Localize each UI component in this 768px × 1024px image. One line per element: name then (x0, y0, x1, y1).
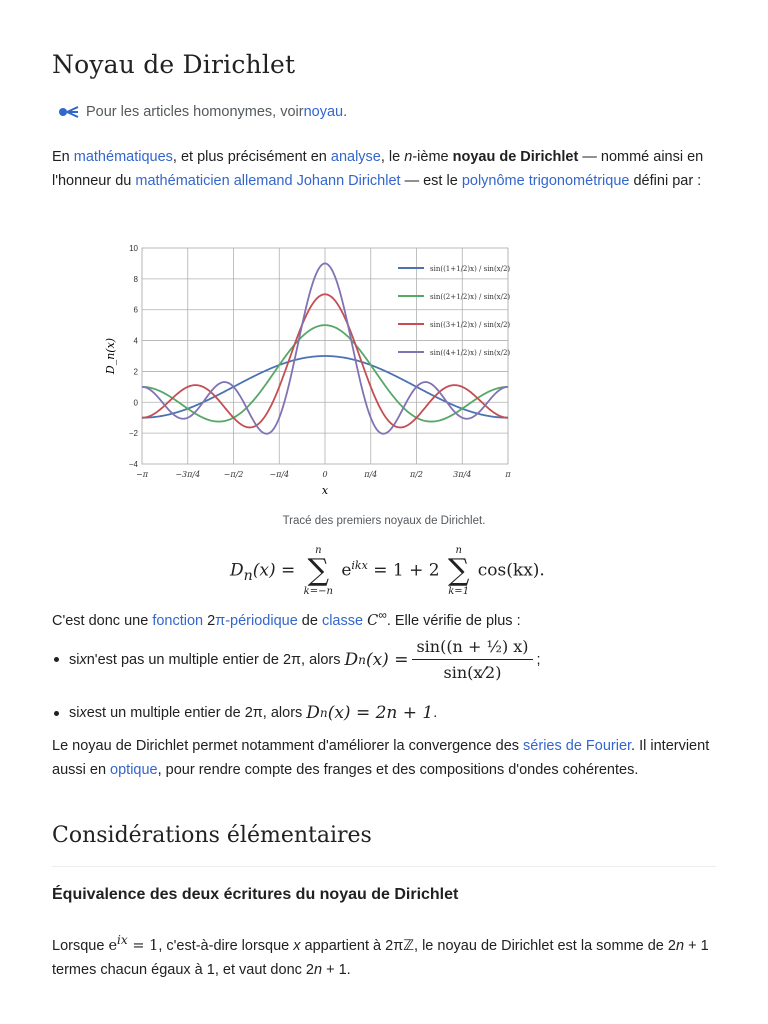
section-divider (52, 866, 716, 867)
legend-label: sin((4+1/2)x) / sin(x/2) (430, 349, 511, 357)
x-axis-label: x (321, 484, 329, 497)
link-polynome[interactable]: polynôme trigonométrique (461, 173, 630, 189)
y-tick-label: 6 (133, 305, 138, 315)
list-item: si x est un multiple entier de 2π, alors D n (x) = 2n + 1 . (52, 703, 437, 723)
x-tick-label: π (505, 470, 511, 479)
x-tick-label: −3π/4 (175, 470, 201, 479)
y-tick-label: −2 (128, 429, 138, 439)
link-dirichlet[interactable]: mathématicien allemand Johann Dirichlet (135, 173, 401, 189)
legend-label: sin((1+1/2)x) / sin(x/2) (430, 265, 511, 273)
link-periodique[interactable]: π-périodique (215, 612, 298, 629)
link-analyse[interactable]: analyse (330, 149, 381, 165)
equivalence-paragraph: Lorsque $e^{ix} = 1$, c'est-à-dire lorsque x appartient à 2πℤ, le noyau de Dirichlet est la somme de 2n + 1 termes chacun égaux à 1, et vaut donc 2n + 1. (52, 933, 709, 978)
hatnote-text: Pour les articles homonymes, voir (86, 104, 304, 120)
applications-paragraph: Le noyau de Dirichlet permet notamment d'améliorer la convergence des séries de Fourier. Il intervient aussi en optique, pour rendre compte des franges et des compositions d'ondes cohérentes. (52, 738, 710, 778)
x-tick-label: 0 (322, 470, 328, 479)
x-tick-label: π/4 (364, 470, 378, 479)
intro-paragraph: En mathématiques, et plus précisément en analyse, le n-ième noyau de Dirichlet — nommé ainsi en l'honneur du mathématicien allemand Johann Dirichlet — est le polynôme trigonométrique défini par : (52, 149, 704, 189)
list-item: si x n'est pas un multiple entier de 2π, alors D n (x) = $\frac{\text{sin((n + ½) x)}}{\sin(x⁄2)}$ ; (52, 637, 541, 682)
y-tick-label: −4 (128, 460, 138, 469)
disambiguation-icon (58, 105, 80, 119)
link-fonction[interactable]: fonction (152, 612, 204, 629)
hatnote: Pour les articles homonymes, voir noyau . (58, 104, 347, 120)
link-optique[interactable]: optique (110, 762, 158, 778)
x-tick-label: π/2 (409, 470, 424, 479)
x-tick-label: 3π/4 (453, 470, 472, 479)
legend-label: sin((2+1/2)x) / sin(x/2) (430, 293, 511, 301)
x-tick-label: −π/4 (269, 470, 290, 479)
link-mathematiques[interactable]: mathématiques (73, 149, 173, 165)
figure-caption: Tracé des premiers noyaux de Dirichlet. (282, 515, 486, 527)
y-tick-label: 2 (133, 367, 138, 377)
x-tick-label: −π/2 (223, 470, 244, 479)
section-heading: Considérations élémentaires (52, 823, 372, 848)
y-axis-label: D_n(x) (104, 337, 117, 375)
legend-label: sin((3+1/2)x) / sin(x/2) (430, 321, 511, 329)
link-noyau[interactable]: noyau (303, 104, 344, 120)
y-tick-label: 0 (133, 398, 138, 408)
subsection-heading: Équivalence des deux écritures du noyau de Dirichlet (52, 886, 459, 903)
main-formula: $D_n(x)$ = n ∑ k=−n $e^{ikx} = 1 + 2$ n ∑ k=1 cos(kx). (230, 545, 545, 597)
link-series-fourier[interactable]: séries de Fourier (523, 738, 632, 754)
y-tick-label: 10 (129, 244, 138, 253)
link-classe[interactable]: classe (321, 612, 364, 629)
y-tick-label: 8 (133, 274, 138, 284)
dirichlet-kernel-chart (104, 238, 592, 500)
periodicity-paragraph: C'est donc une fonction 2π-périodique de classe C∞. Elle vérifie de plus : (52, 608, 521, 629)
x-tick-label: −π (136, 470, 148, 479)
y-tick-label: 4 (133, 336, 138, 346)
page-title: Noyau de Dirichlet (52, 50, 296, 79)
